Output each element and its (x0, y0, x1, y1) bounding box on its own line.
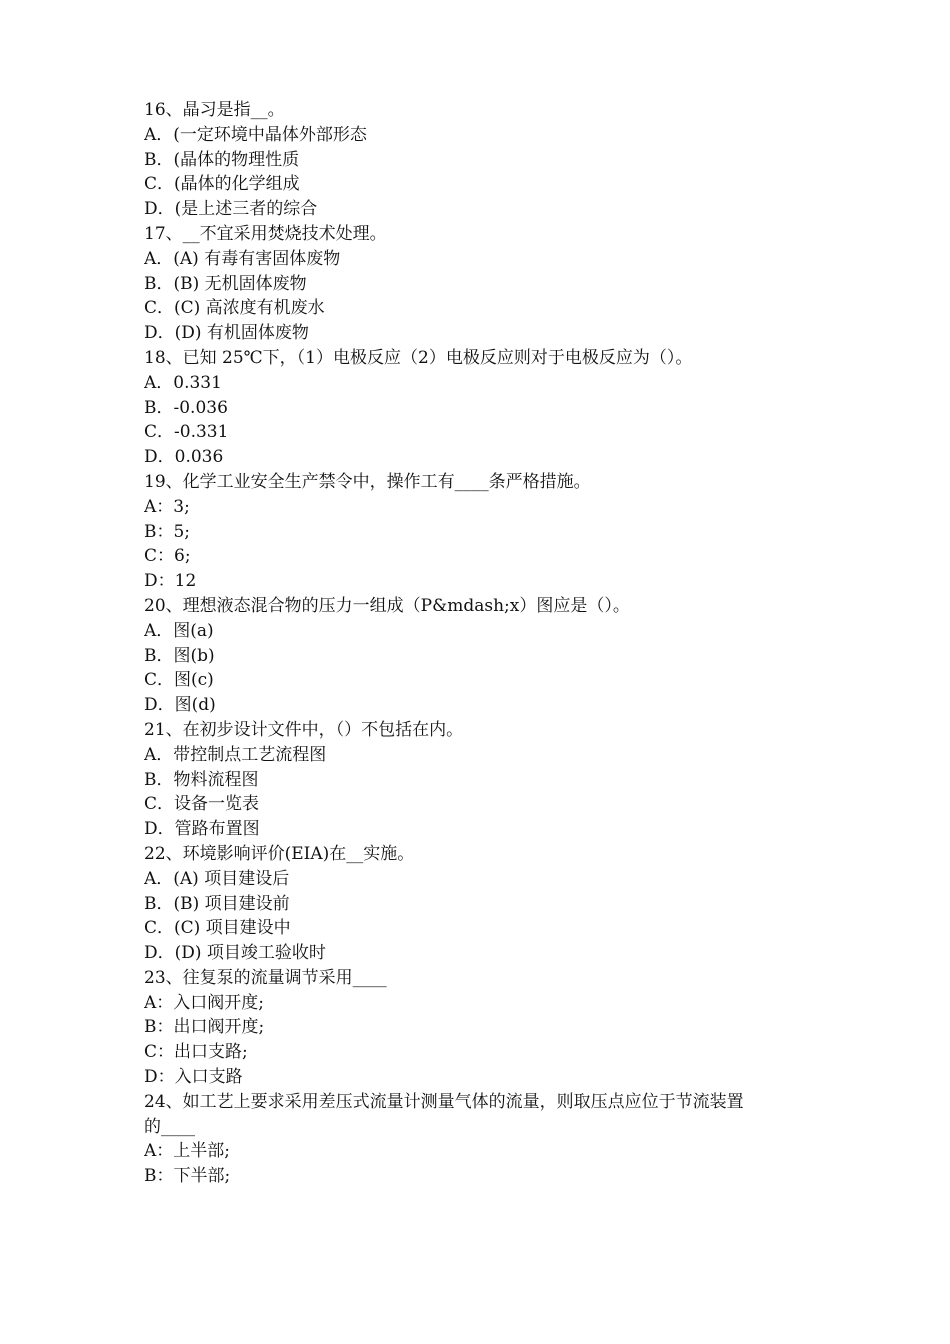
option-18-d: D．0.036 (144, 447, 224, 468)
option-19-b: B：5; (144, 521, 191, 542)
option-20-d: D．图(d) (144, 695, 216, 716)
option-23-d: D：入口支路 (144, 1067, 243, 1088)
option-21-d: D．管路布置图 (144, 819, 260, 840)
question-24-continued: 的____ (144, 1116, 195, 1137)
option-16-d: D．(是上述三者的综合 (144, 199, 318, 220)
option-22-c: C．(C) 项目建设中 (144, 918, 291, 939)
question-list (144, 98, 814, 1189)
question-22: 22、环境影响评价(EIA)在__实施。 (144, 843, 415, 864)
option-20-b: B．图(b) (144, 645, 215, 666)
option-19-c: C：6; (144, 546, 191, 567)
question-24: 24、如工艺上要求采用差压式流量计测量气体的流量，则取压点应位于节流装置 (144, 1091, 744, 1112)
question-23: 23、往复泵的流量调节采用____ (144, 967, 387, 988)
option-16-a: A．(一定环境中晶体外部形态 (144, 124, 367, 145)
question-16: 16、晶习是指__。 (144, 100, 285, 120)
option-17-b: B．(B) 无机固体废物 (144, 273, 307, 294)
option-17-d: D．(D) 有机固体废物 (144, 323, 309, 344)
option-22-b: B．(B) 项目建设前 (144, 893, 290, 914)
option-21-c: C．设备一览表 (144, 794, 260, 815)
option-19-a: A：3; (144, 496, 190, 517)
option-18-a: A．0.331 (144, 372, 222, 393)
option-23-b: B：出口阀开度; (144, 1017, 265, 1038)
option-17-c: C．(C) 高浓度有机废水 (144, 298, 325, 319)
option-16-c: C．(晶体的化学组成 (144, 174, 300, 195)
option-23-a: A：入口阀开度; (144, 992, 265, 1013)
option-20-a: A．图(a) (144, 620, 214, 641)
question-20: 20、理想液态混合物的压力一组成（P&mdash;x）图应是（）。 (144, 595, 630, 616)
option-22-a: A．(A) 项目建设后 (144, 868, 290, 889)
option-20-c: C．图(c) (144, 670, 214, 691)
option-21-b: B．物料流程图 (144, 769, 259, 790)
option-22-d: D．(D) 项目竣工验收时 (144, 943, 326, 964)
option-18-b: B．-0.036 (144, 397, 228, 418)
question-21: 21、在初步设计文件中，（）不包括在内。 (144, 719, 464, 740)
option-21-a: A．带控制点工艺流程图 (144, 744, 327, 765)
question-18: 18、已知 25℃下，（1）电极反应（2）电极反应则对于电极反应为（）。 (144, 347, 693, 368)
question-17: 17、__不宜采用焚烧技术处理。 (144, 223, 387, 244)
option-24-a: A：上半部; (144, 1141, 231, 1162)
option-24-b: B：下半部; (144, 1166, 231, 1187)
question-19: 19、化学工业安全生产禁令中，操作工有____条严格措施。 (144, 471, 591, 492)
option-23-c: C：出口支路; (144, 1042, 248, 1063)
option-19-d: D：12 (144, 571, 197, 592)
option-18-c: C．-0.331 (144, 422, 229, 443)
option-16-b: B．(晶体的物理性质 (144, 149, 300, 170)
option-17-a: A．(A) 有毒有害固体废物 (144, 248, 341, 269)
